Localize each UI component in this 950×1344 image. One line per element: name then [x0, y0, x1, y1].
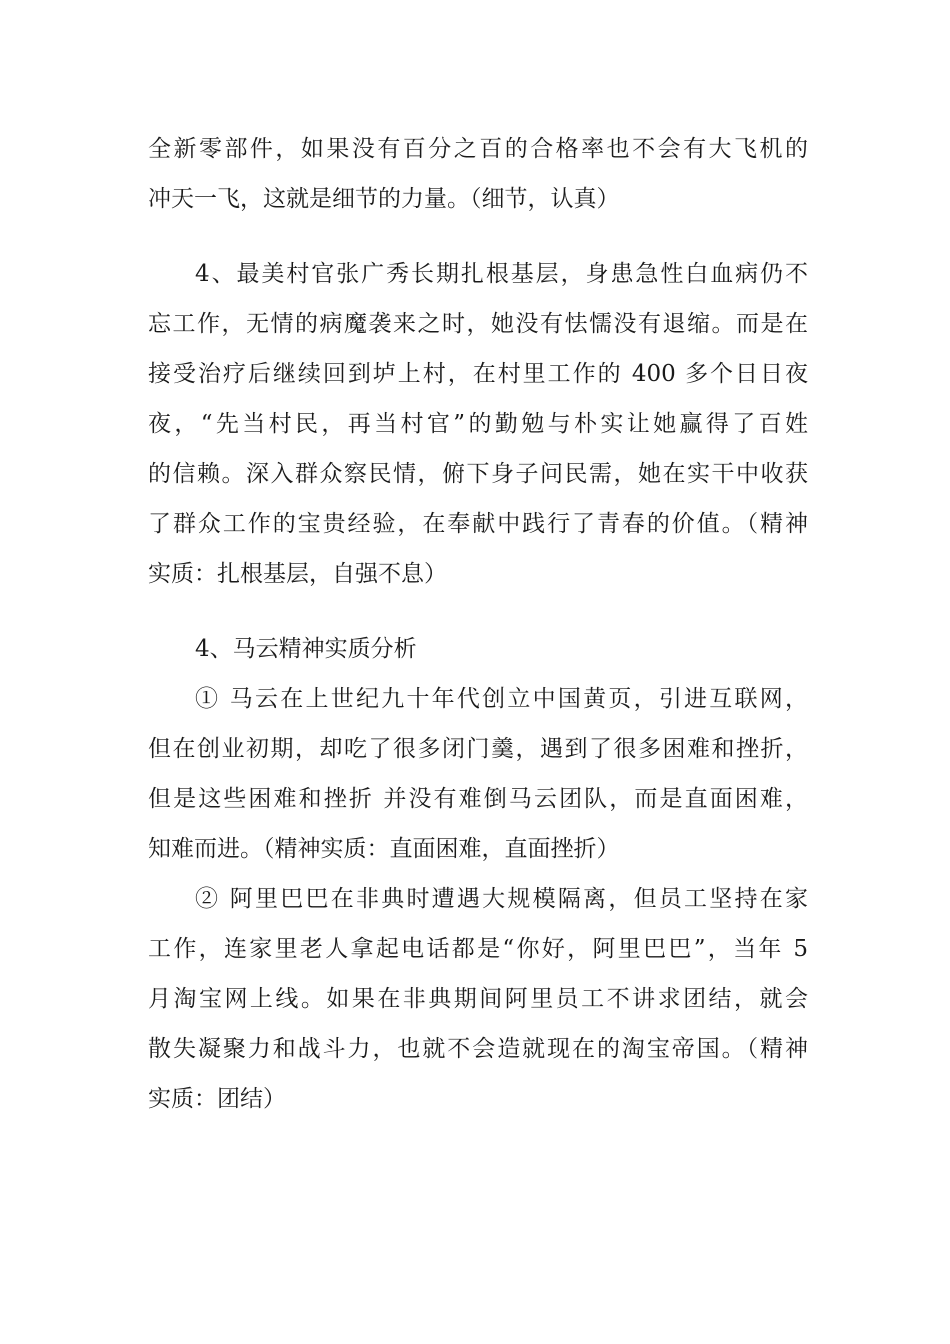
- text-line: 接受治疗后继续回到垆上村，在村里工作的 400 多个日日夜: [148, 361, 808, 387]
- text-line: 散失凝聚力和战斗力，也就不会造就现在的淘宝帝国。（精神: [148, 1036, 808, 1062]
- text-line: 忘工作，无情的病魔袭来之时，她没有怯懦没有退缩。而是在: [148, 311, 808, 337]
- text-line: 但是这些困难和挫折 并没有难倒马云团队，而是直面困难，: [148, 786, 808, 812]
- text-line: 月淘宝网上线。如果在非典期间阿里员工不讲求团结，就会: [148, 986, 808, 1012]
- text-line: ① 马云在上世纪九十年代创立中国黄页，引进互联网，: [195, 686, 808, 712]
- text-line: 实质：扎根基层，自强不息）: [148, 561, 447, 587]
- text-line: 冲天一飞，这就是细节的力量。（细节，认真）: [148, 186, 620, 212]
- text-line: 夜，“先当村民，再当村官”的勤勉与朴实让她赢得了百姓: [148, 411, 808, 437]
- text-line: 4、最美村官张广秀长期扎根基层，身患急性白血病仍不: [195, 261, 808, 287]
- heading-line: 4、马云精神实质分析: [195, 636, 417, 662]
- text-line: 了群众工作的宝贵经验，在奉献中践行了青春的价值。（精神: [148, 511, 808, 537]
- text-line: ② 阿里巴巴在非典时遭遇大规模隔离，但员工坚持在家: [195, 886, 808, 912]
- text-line: 全新零部件，如果没有百分之百的合格率也不会有大飞机的: [148, 136, 808, 162]
- text-line: 工作，连家里老人拿起电话都是“你好，阿里巴巴”，当年 5: [148, 936, 808, 962]
- text-line: 实质：团结）: [148, 1086, 286, 1112]
- text-line: 但在创业初期，却吃了很多闭门羹，遇到了很多困难和挫折，: [148, 736, 808, 762]
- text-line: 知难而进。（精神实质：直面困难，直面挫折）: [148, 836, 620, 862]
- text-line: 的信赖。深入群众察民情，俯下身子问民需，她在实干中收获: [148, 461, 808, 487]
